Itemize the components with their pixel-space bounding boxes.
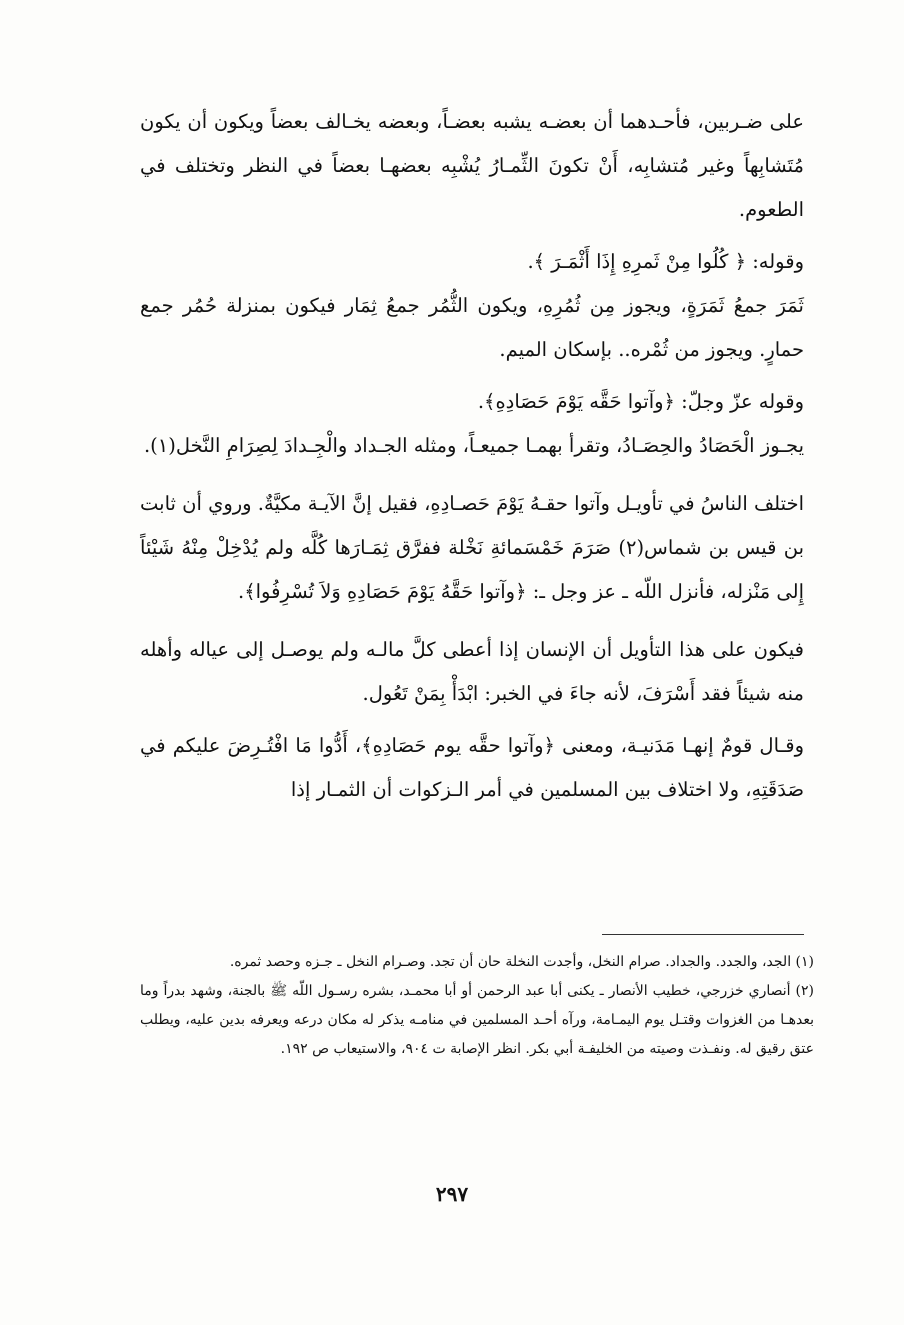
footnotes [140,948,814,1064]
footnote-2: (٢) أنصاري خزرجي، خطيب الأنصار ـ يكنى أبا عبد الرحمن أو أبا محمـد، بشره رسـول اللّه ﷺ بالجنة، وشهد بدراً وما بعدهـا من الغزوات وقتـل يوم اليمـامة، ورآه أحـد المسلمين في منامـه يذكر له مكان درعه ويعرفه بدين عليه، ويطلب عتق رقيق له. ونفـذت وصيته من الخليفـة أبي بكر. انظر الإصابة ت ٩٠٤، والاستيعاب ص ١٩٢. [140,983,815,1057]
paragraph-thamar-plural: ثَمَرَ جمعُ ثَمَرَةٍ، ويجوز مِن ثُمُرِهِ، ويكون الثُّمُر جمعُ ثِمَار فيكون بمنزلة حُمُر جمع حمارٍ. ويجوز من ثُمْره.. بإسكان الميم. [140,294,804,361]
paragraph-israf: فيكون على هذا التأويل أن الإنسان إذا أعطى كلَّ مالـه ولم يوصـل إلى عياله وأهله منه شيئاً فقد أَسْرَفَ، لأنه جاءَ في الخبر: ابْدَأْ بِمَنْ تَعُول. [140,638,804,705]
paragraph-medinan: وقـال قومٌ إنهـا مَدَنيـة، ومعنى ﴿وآتوا حقَّه يوم حَصَادِهِ﴾، أَدُّوا مَا افْتُـرِضَ عليكم في صَدَقَتِهِ، ولا اختلاف بين المسلمين في أمر الـزكوات أن الثمـار إذا [140,734,804,801]
paragraph-interpretation-meccan: اختلف الناسُ في تأويـل وآتوا حقـهُ يَوْمَ حَصـادِهِ، فقيل إنَّ الآيـة مكيَّةٌ. وروي أن ثابت بن قيس بن شماس(٢) صَرَمَ خَمْسَمائةِ نَخْلة ففرَّق ثِمَـارَها كُلَّه ولم يُدْخِلْ مِنْهُ شَيْئاً إِلى مَنْزله، فأنزل اللّه ـ عز وجل ـ: ﴿وآتوا حَقَّهُ يَوْمَ حَصَادِهِ وَلاَ تُسْرِفُوا﴾. [140,492,804,603]
footnote-divider [602,934,804,935]
footnote-1: (١) الجد، والجدد. والجداد. صرام النخل، وأجدت النخلة حان أن تجد. وصـرام النخل ـ جـزه وحصد ثمره. [229,954,814,970]
main-text [140,100,804,812]
page-number: ٢٩٧ [435,1182,469,1206]
paragraph-verse-eat-fruit: وقوله: ﴿ كُلُوا مِنْ ثَمرِهِ إِذَا أَثْمَـرَ ﴾. [527,250,804,273]
paragraph-two-kinds: على ضـربين، فأحـدهما أن بعضـه يشبه بعضـاً، وبعضه يخـالف بعضاً ويكون أن يكون مُتَشابِهاً وغير مُتشابِه، أَنْ تكونَ الثِّمـارُ يُشْبِه بعضهـا بعضاً في النظر وتختلف في الطعوم. [140,110,804,221]
paragraph-verse-harvest: وقوله عزّ وجلّ: ﴿وآتوا حَقَّه يَوْمَ حَصَادِهِ﴾. [477,390,804,413]
paragraph-hasad-reading: يجـوز الْحَصَادُ والحِصَـادُ، وتقرأ بهمـا جميعـاً، ومثله الجـداد والْجِـدادَ لِصِرَامِ النَّخل(١). [143,434,804,457]
